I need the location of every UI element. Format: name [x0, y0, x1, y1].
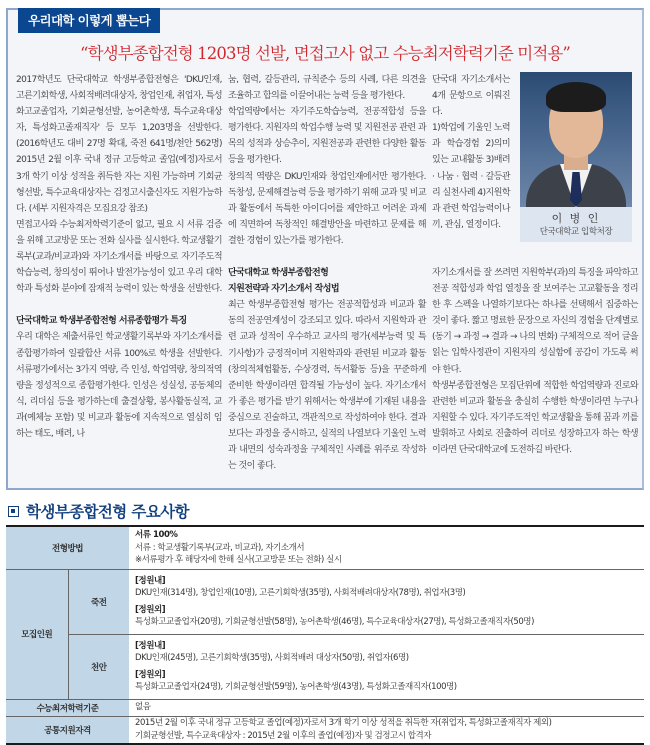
table-row: [6, 699, 644, 716]
paragraph: 자기소개서를 잘 쓰려면 지원학부(과)의 특징을 파악하고 전공 적합성과 학업 열정을 잘 보여주는 고교활동을 정리한 후 스펙을 나열하기보다는 하나를 선택해서 집중하는 것이 좋다. 짧고 명료한 문장으로 자신의 경험을 단계별로(동기 → 과정 → 결과 → 나의 변화) 구체적으로 적어 글을 읽는 입학사정관이 지원자의 성실함에 공감이 가도록 써야 한다.: [432, 268, 638, 375]
value-line: DKU인재(245명), 고른기회학생(35명), 사회적배려 대상자(50명), 취업자(6명): [135, 653, 409, 663]
table-row: [6, 526, 644, 569]
value-line: 기회균형선발, 특수교육대상자 : 2015년 2월 이후의 졸업(예정)자 및 검정고시 합격자: [135, 730, 432, 741]
row-value: [129, 716, 644, 744]
article-column-3-bottom: [432, 265, 638, 458]
summary-title: [8, 500, 189, 522]
value-line: 서류 : 학교생활기록부(교과, 비교과), 자기소개서: [135, 542, 305, 553]
campus-label: 죽전: [68, 569, 129, 634]
campus-label: 천안: [68, 634, 129, 699]
paragraph: 면접고사와 수능최저학력기준이 없고, 필요 시 서류 검증을 위해 고교방문 또는 전화 실사를 실시한다. 학교생활기록부(교과/비교과)와 자기소개서를 바탕으로 자기주도적 학습능력, 창의성이 뛰어나 발전가능성이 있고 우리 대학 학과 특성화 분야에 잠재적 능력이 있는 학생을 선발한다.: [16, 219, 222, 295]
row-value: [129, 634, 644, 699]
value-line: 특성화고교졸업자(24명), 기회균형선발(59명), 농어촌학생(43명), 특성화고졸재직자(100명): [135, 682, 457, 692]
table-row: [6, 716, 644, 744]
person-name: 이 병 인: [551, 212, 601, 225]
subheading: 단국대학교 학생부종합전형: [228, 268, 329, 279]
row-label: 모집인원: [6, 569, 68, 699]
value-line: DKU인재(314명), 창업인재(10명), 고른기회학생(35명), 사회적배려대상자(78명), 취업자(3명): [135, 588, 466, 598]
article-box: [6, 8, 644, 490]
paragraph: 단국대 자기소개서는 4개 문항으로 이뤄진다.: [432, 75, 510, 118]
paragraph: 최근 학생부종합전형 평가는 전공적합성과 비교과 활동의 전공연계성이 강조되고 있다. 따라서 지원학과 관련 교과 성적이 우수하고 교사의 평가(세부능력 및 특기사항)가 긍정적이며 지원학과와 관련된 비교과 활동(창의적체험활동, 수상경력, 독서활동 등)을 꾸준하게 준비한 학생이라면 합격될 가능성이 높다. 자기소개서가 좋은 평가를 받기 위해서는 학생부에 기재된 내용을 중심으로 진술하고, 객관적으로 작성하여야 한다. 결과보다는 과정을 중시하고, 실적의 나열보다 기울인 노력과 내면의 성숙과정을 구체적인 사례를 위주로 작성하는 것이 좋다.: [228, 300, 426, 472]
value-line: 특성화고교졸업자(20명), 기회균형선발(58명), 농어촌학생(46명), 특수교육대상자(27명), 특성화고졸재직자(50명): [135, 617, 534, 627]
article-column-1: [16, 72, 222, 442]
profile-photo: [520, 72, 632, 207]
value-line: 2015년 2월 이후 국내 정규 고등학교 졸업(예정)자로서 3개 학기 이상 성적을 취득한 자(취업자, 특성화고졸재직자 제외): [135, 718, 552, 729]
paragraph: 학업역량에서는 자기주도학습능력, 전공적합성 등을 평가한다. 지원자의 학업수행 능력 및 지원전공 관련 과목의 성적과 상승추이, 지원전공과 관련한 다양한 활동 등을 평가한다.: [228, 107, 426, 166]
row-label: 수능최저학력기준: [6, 699, 129, 716]
headline: “학생부종합전형 1203명 선발, 면접고사 없고 수능최저학력기준 미적용”: [80, 44, 570, 63]
row-value: [129, 526, 644, 569]
paragraph: 창의적 역량은 DKU인재와 창업인재에서만 평가한다. 독창성, 문제해결능력 등을 평가하기 위해 교과 및 비교과 활동에서 독특한 아이디어를 제안하고 어려운 과제에 직면하여 독창적인 해결방안을 마련하고 문제를 해결한 경험이 있는가를 평가한다.: [228, 171, 426, 246]
summary-table: [6, 525, 644, 745]
person-title: 단국대학교 입학처장: [539, 227, 613, 237]
row-label: 전형방법: [6, 526, 129, 569]
table-row: [6, 569, 644, 634]
paragraph: 눔, 협력, 갈등관리, 규칙준수 등의 사례, 다른 의견을 조율하고 합의를 이끌어내는 능력 등을 평가한다.: [228, 75, 426, 102]
paragraph: 1)학업에 기울인 노력과 학습경험 2)의미 있는 교내활동 3)배려 · 나눔 · 협력 · 갈등관리 실천사례 4)지원학과 관련 학업능력이나 끼, 관심, 열정이다.: [432, 123, 510, 230]
value-line: [정원내]: [135, 575, 166, 586]
subheading: 단국대학교 학생부종합전형 서류종합평가 특징: [16, 316, 187, 327]
paragraph: 2017학년도 단국대학교 학생부종합전형은 'DKU인재, 고른기회학생, 사회적배려대상자, 창업인재, 취업자, 특성화고교졸업자, 기회균형선발, 농어촌학생, 특수교육대상자, 특성화고졸재직자' 등 모두 1,203명을 선발한다.(2016학년도 대비 27명 확대, 죽전 641명/천안 562명) 2015년 2월 이후 국내 정규 고등학교 졸업(예정)자로서 3개 학기 이상 성적을 취득한 자는 지원 가능하며 기회균형선발, 특수교육대상자는 검정고시출신자도 지원가능하다. (세부 지원자격은 모집요강 참조): [16, 75, 222, 214]
article-column-2: [228, 72, 426, 474]
value-line: [정원외]: [135, 669, 166, 680]
paragraph: 우리 대학은 제출서류인 학교생활기록부와 자기소개서를 종합평가하여 일괄합산 서류 100%로 학생을 선발한다. 서류평가에서는 3가지 역량, 즉 인성, 학업역량, 창의적역량을 정성적으로 종합평가한다. 인성은 성실성, 공동체의식, 리더십 등을 평가하는데 출결상황, 봉사활동실적, 교과(예체능 포함) 및 비교과 활동에 지속적으로 열심히 임하는 태도, 배려, 나: [16, 332, 222, 439]
row-value: [129, 569, 644, 634]
summary-title-text: 학생부종합전형 주요사항: [26, 503, 189, 521]
row-label: 공통지원자격: [6, 716, 129, 744]
profile-photo-box: [520, 72, 632, 242]
square-bullet-icon: [8, 506, 19, 517]
value-line: [정원내]: [135, 640, 166, 651]
article-column-3-top: [432, 72, 510, 233]
section-tag: 우리대학 이렇게 뽑는다: [18, 8, 160, 33]
value-line: 서류 100%: [135, 530, 178, 540]
value-line: ※서류평가 후 해당자에 한해 실사(고교방문 또는 전화) 실시: [135, 555, 342, 565]
subheading: 지원전략과 자기소개서 작성법: [228, 284, 340, 295]
table-row: [6, 634, 644, 699]
value-line: [정원외]: [135, 604, 166, 615]
paragraph: 학생부종합전형은 모집단위에 적합한 학업역량과 진로와 관련한 비교과 활동을 충실히 수행한 학생이라면 누구나 지원할 수 있다. 자기주도적인 학교생활을 통해 꿈과 끼를 발휘하고 사회로 진출하여 리더로 성장하고자 하는 학생이라면 단국대학교에 도전하길 바란다.: [432, 380, 638, 456]
row-value: 없음: [129, 699, 644, 716]
